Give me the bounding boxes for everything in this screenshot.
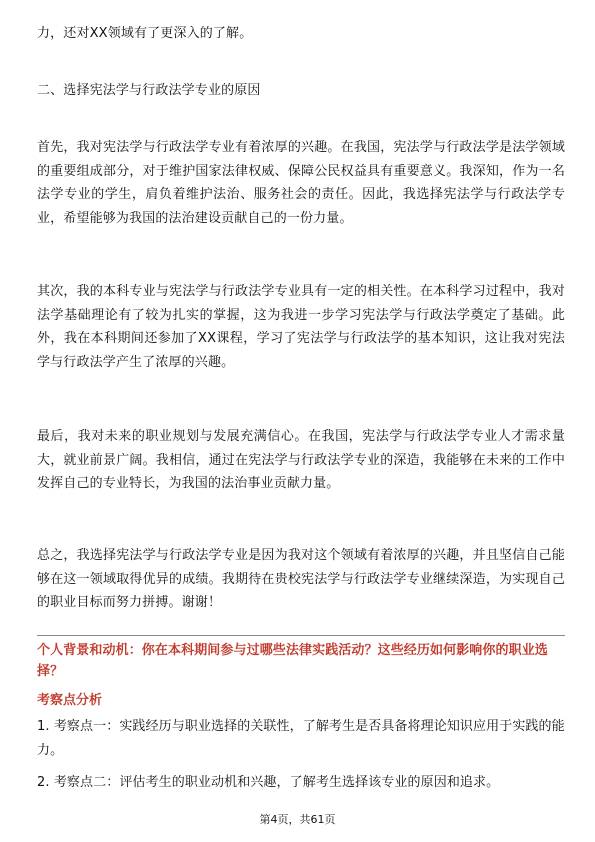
analysis-heading: 考察点分析 xyxy=(37,693,103,708)
paragraph-first-reason: 首先，我对宪法学与行政法学专业有着浓厚的兴趣。在我国，宪法学与行政法学是法学领域的重要组成部分，对于维护国家法律权威、保障公民权益具有重要意义。我深知，作为一名法学专业的学生，肩负着维护法治、服务社会的责任。因此，我选择宪法学与行政法学专业，希望能够为我国的法治建设贡献自己的一份力量。 xyxy=(37,140,565,226)
paragraph-final-reason: 最后，我对未来的职业规划与发展充满信心。在我国，宪法学与行政法学专业人才需求量大，就业前景广阔。我相信，通过在宪法学与行政法学专业的深造，我能够在未来的工作中发挥自己的专业特长，为我国的法治事业贡献力量。 xyxy=(37,429,565,491)
paragraph-conclusion: 总之，我选择宪法学与行政法学专业是因为我对这个领域有着浓厚的兴趣，并且坚信自己能够在这一领域取得优异的成绩。我期待在贵校宪法学与行政法学专业继续深造，为实现自己的职业目标而努力拼搏。谢谢！ xyxy=(37,548,565,610)
paragraph-second-reason: 其次，我的本科专业与宪法学与行政法学专业具有一定的相关性。在本科学习过程中，我对法学基础理论有了较为扎实的掌握，这为我进一步学习宪法学与行政法学奠定了基础。此外，我在本科期间还参加了XX课程，学习了宪法学与行政法学的基本知识，这让我对宪法学与行政法学产生了浓厚的兴趣。 xyxy=(37,284,565,370)
section-heading-reasons: 二、选择宪法学与行政法学专业的原因 xyxy=(37,83,261,98)
paragraph-continuation: 力，还对XX领域有了更深入的了解。 xyxy=(37,26,253,41)
analysis-point: 1. 考察点一：实践经历与职业选择的关联性，了解考生是否具备将理论知识应用于实践的能力。 xyxy=(37,719,565,758)
analysis-point: 2. 考察点二：评估考生的职业动机和兴趣，了解考生选择该专业的原因和追求。 xyxy=(37,775,500,790)
page-number: 第4页，共61页 xyxy=(259,813,336,826)
section-divider xyxy=(37,635,565,636)
interview-question: 个人背景和动机：你在本科期间参与过哪些法律实践活动？这些经历如何影响你的职业选择？ xyxy=(37,643,548,679)
